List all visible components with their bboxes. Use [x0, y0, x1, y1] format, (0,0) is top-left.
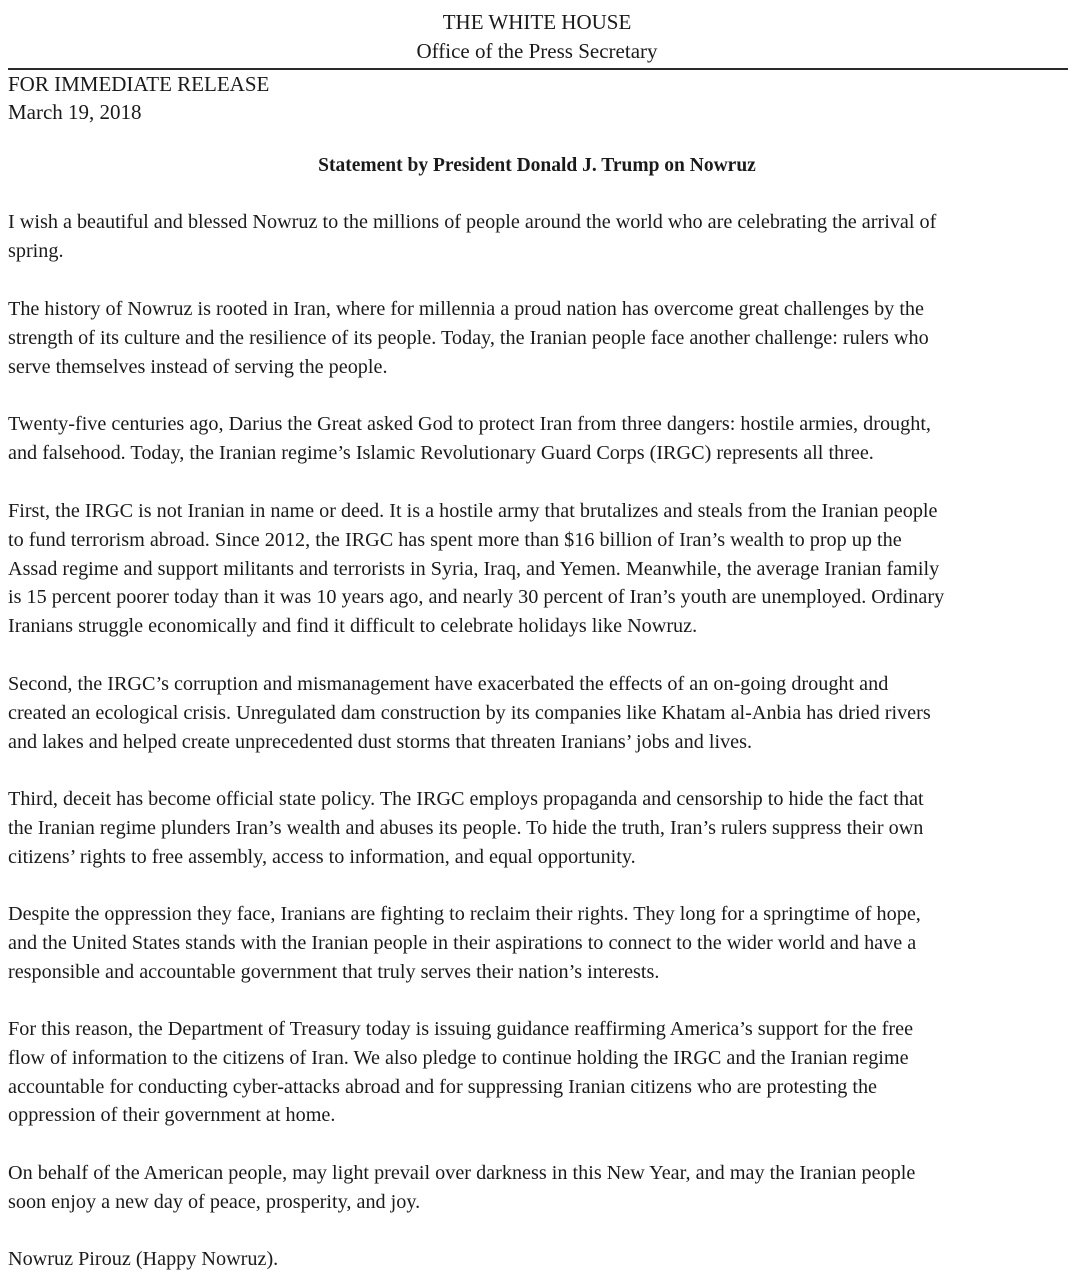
paragraph — [8, 785, 1074, 871]
paragraph-line: serve themselves instead of serving the people. — [8, 355, 388, 378]
release-date: March 19, 2018 — [8, 100, 142, 124]
paragraph-line: and the United States stands with the Iranian people in their aspirations to connect to the wider world and have a — [8, 931, 917, 954]
paragraph-line: The history of Nowruz is rooted in Iran, where for millennia a proud nation has overcome great challenges by the — [8, 298, 924, 320]
paragraph-line: the Iranian regime plunders Iran’s wealth and abuses its people. To hide the truth, Iran’s rulers suppress their own — [8, 816, 924, 839]
paragraph-line: created an ecological crisis. Unregulated dam construction by its companies like Khatam al-Anbia has dried rivers — [8, 701, 931, 724]
paragraph-line: First, the IRGC is not Iranian in name or deed. It is a hostile army that brutalizes and steals from the Iranian people — [8, 500, 938, 522]
paragraph-closing — [8, 1245, 1074, 1274]
paragraph — [8, 295, 1074, 381]
paragraph — [8, 900, 1074, 986]
paragraph-line: responsible and accountable government that truly serves their nation’s interests. — [8, 960, 660, 983]
paragraph-line: Nowruz Pirouz (Happy Nowruz). — [8, 1248, 279, 1270]
paragraph — [8, 410, 1074, 468]
paragraph-line: to fund terrorism abroad. Since 2012, the IRGC has spent more than $16 billion of Iran’s wealth to prop up the — [8, 528, 902, 551]
paragraph-line: oppression of their government at home. — [8, 1104, 336, 1127]
paragraph-line: For this reason, the Department of Treasury today is issuing guidance reaffirming America’s support for the free — [8, 1018, 914, 1040]
paragraph-line: Twenty-five centuries ago, Darius the Great asked God to protect Iran from three dangers: hostile armies, drought, — [8, 413, 931, 435]
paragraph-line: Iranians struggle economically and find it difficult to celebrate holidays like Nowruz. — [8, 615, 698, 638]
paragraph-line: is 15 percent poorer today than it was 10 years ago, and nearly 30 percent of Iran’s youth are unemployed. Ordinary — [8, 586, 945, 609]
paragraph-line: Despite the oppression they face, Iranians are fighting to reclaim their rights. They long for a springtime of hope, — [8, 903, 921, 925]
paragraph-line: On behalf of the American people, may light prevail over darkness in this New Year, and may the Iranian people — [8, 1162, 916, 1184]
paragraph-line: accountable for conducting cyber-attacks abroad and for suppressing Iranian citizens who are protesting the — [8, 1075, 878, 1098]
paragraph — [8, 208, 1074, 266]
paragraph — [8, 497, 1074, 641]
paragraph — [8, 1159, 1074, 1217]
paragraph-line: spring. — [8, 239, 64, 262]
paragraph-line: strength of its culture and the resilience of its people. Today, the Iranian people face another challenge: rulers who — [8, 326, 929, 349]
paragraph-line: and falsehood. Today, the Iranian regime’s Islamic Revolutionary Guard Corps (IRGC) represents all three. — [8, 441, 874, 464]
release-notice: FOR IMMEDIATE RELEASE — [8, 72, 270, 96]
paragraph — [8, 670, 1074, 756]
paragraph-line: Third, deceit has become official state policy. The IRGC employs propaganda and censorship to hide the fact that — [8, 788, 924, 810]
organization-name: THE WHITE HOUSE — [442, 10, 632, 34]
paragraph-line: and lakes and helped create unprecedented dust storms that threaten Iranians’ jobs and lives. — [8, 730, 753, 753]
paragraph-line: I wish a beautiful and blessed Nowruz to the millions of people around the world who are celebrating the arrival of — [8, 211, 937, 233]
paragraph — [8, 1015, 1074, 1130]
paragraph-line: Assad regime and support militants and terrorists in Syria, Iraq, and Yemen. Meanwhile, the average Iranian family — [8, 557, 940, 580]
paragraph-line: soon enjoy a new day of peace, prosperity, and joy. — [8, 1190, 421, 1213]
statement-title: Statement by President Donald J. Trump on Nowruz — [318, 155, 756, 176]
paragraph-line: citizens’ rights to free assembly, access to information, and equal opportunity. — [8, 845, 636, 868]
paragraph-line: Second, the IRGC’s corruption and mismanagement have exacerbated the effects of an on-going drought and — [8, 673, 889, 695]
office-name: Office of the Press Secretary — [416, 39, 658, 63]
paragraph-line: flow of information to the citizens of Iran. We also pledge to continue holding the IRGC and the Iranian regime — [8, 1046, 909, 1069]
